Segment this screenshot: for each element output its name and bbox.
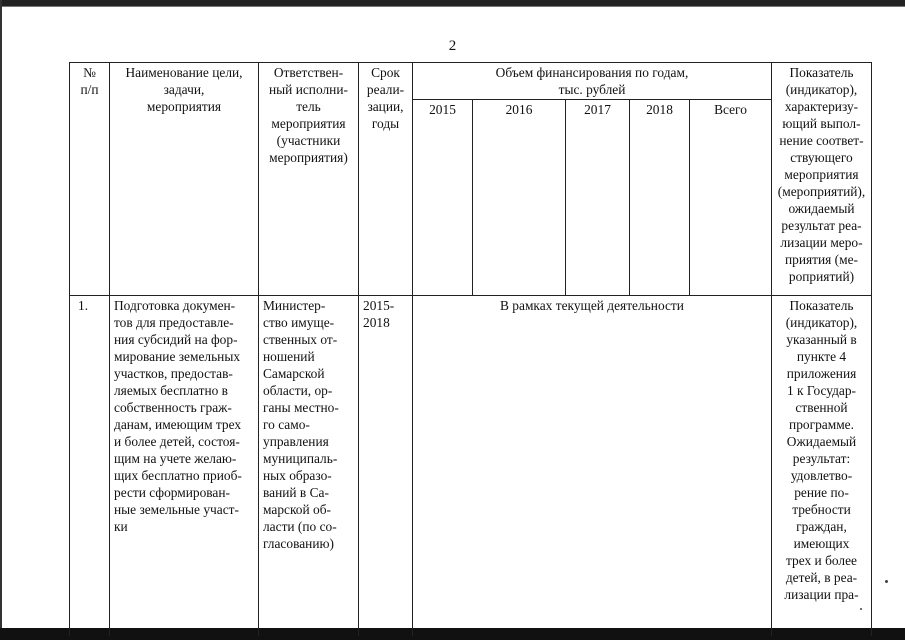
header-year-2018: 2018 [630, 100, 690, 296]
header-year-2017: 2017 [566, 100, 630, 296]
page-top-edge-line [0, 6, 905, 7]
header-year-2016: 2016 [473, 100, 566, 296]
header-number: № п/п [70, 63, 110, 296]
header-total: Всего [690, 100, 772, 296]
header-term: Срок реали- зации, годы [359, 63, 413, 296]
row-term: 2015- 2018 [359, 296, 413, 636]
scan-speck [885, 580, 888, 583]
header-funding: Объем финансирования по годам, тыс. рублей [413, 63, 772, 100]
page-number: 2 [448, 38, 457, 54]
header-name: Наименование цели, задачи, мероприятия [110, 63, 259, 296]
row-funding: В рамках текущей деятельности [413, 296, 772, 636]
row-responsible: Министер- ство имуще- ственных от- ношений Самарской области, ор- ганы местно- го само- управления муниципаль- ных образо- ваний в Са- марской об- ласти (по со- гласованию) [259, 296, 359, 636]
header-year-2015: 2015 [413, 100, 473, 296]
scan-speck [860, 608, 862, 610]
program-table [69, 62, 872, 636]
row-number: 1. [70, 296, 110, 636]
header-indicator: Показатель (индикатор), характеризу- ющий выпол- нение соответ- ствующего мероприятия (мероприятий), ожидаемый результат реа- лизации меро- приятия (ме- роприятий) [772, 63, 872, 296]
header-responsible: Ответствен- ный исполни- тель мероприятия (участники мероприятия) [259, 63, 359, 296]
row-indicator: Показатель (индикатор), указанный в пункте 4 приложения 1 к Государ- ственной программе. Ожидаемый результат: удовлетво- рение по- требности граждан, имеющих трех и более детей, в реа- лизации пра- [772, 296, 872, 636]
row-name: Подготовка докумен- тов для предоставле- ния субсидий на фор- мирование земельных участков, предостав- ляемых бесплатно в собственность граж- данам, имеющим трех и более детей, состоя- щим на учете желаю- щих бесплатно приоб- рести сформирован- ные земельные участ- ки [110, 296, 259, 636]
page-left-edge [0, 0, 2, 640]
